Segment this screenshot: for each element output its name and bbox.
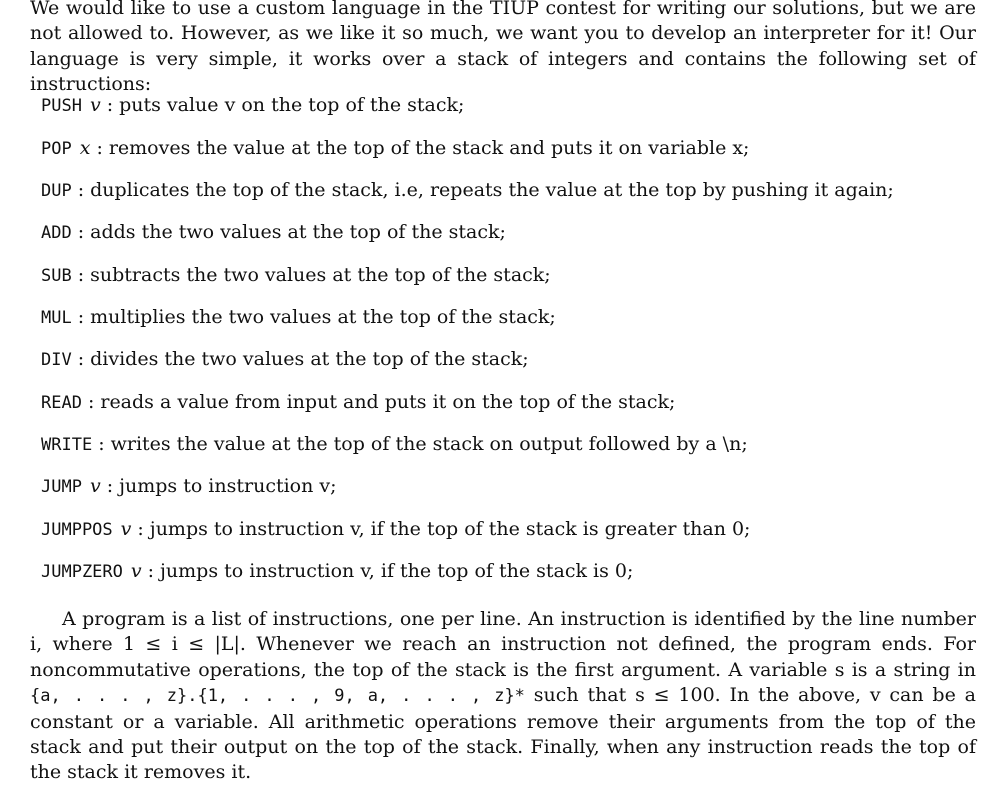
instruction-item (41, 517, 750, 541)
instruction-keyword: JUMPZERO (41, 562, 123, 582)
instruction-keyword: ADD (41, 223, 72, 243)
instruction-keyword: WRITE (41, 435, 93, 455)
instruction-keyword: DUP (41, 181, 72, 201)
instruction-separator: : (106, 94, 114, 116)
instruction-separator: : (106, 475, 114, 497)
instruction-item (41, 559, 633, 583)
instruction-arg: x (79, 137, 91, 159)
instruction-arg: v (89, 475, 101, 497)
instruction-desc: multiplies the two values at the top of the stack; (90, 306, 556, 328)
instruction-keyword: POP (41, 139, 72, 159)
instruction-desc: jumps to instruction v; (119, 475, 337, 497)
instruction-desc: jumps to instruction v, if the top of the stack is 0; (160, 560, 634, 582)
outro-paragraph (30, 607, 976, 786)
instruction-item (41, 93, 464, 117)
variable-charset: {a, . . . , z}.{1, . . . , 9, a, . . . , z}* (30, 686, 525, 707)
instruction-separator: : (77, 348, 85, 370)
instruction-separator: : (96, 137, 103, 159)
instruction-arg: v (120, 518, 132, 540)
instruction-separator: : (77, 264, 85, 286)
instruction-separator: : (147, 560, 155, 582)
instruction-arg: v (89, 94, 101, 116)
instruction-item (41, 178, 894, 202)
instruction-item (41, 474, 337, 498)
intro-paragraph: We would like to use a custom language in the TIUP contest for writing our solutions, but we are not allowed to. However, as we like it so much, we want you to develop an interpreter for it! Our language is very simple, it works over a stack of integers and contains the following set of instructions: (30, 0, 976, 96)
instruction-desc: adds the two values at the top of the stack; (90, 221, 506, 243)
instruction-desc: puts value v on the top of the stack; (119, 94, 465, 116)
instruction-desc: duplicates the top of the stack, i.e, repeats the value at the top by pushing it again; (90, 179, 894, 201)
instruction-item (41, 305, 556, 329)
instruction-separator: : (87, 391, 95, 413)
instruction-desc: writes the value at the top of the stack on output followed by a \n; (110, 433, 748, 455)
instruction-keyword: MUL (41, 308, 72, 328)
outro-text-2: such that s ≤ 100. In the above, v can be a constant or a variable. All arithmetic operations remove their arguments from the top of the stack and put their output on the top of the stack. Finally, when any instruction reads the top of the stack it removes it. (30, 684, 976, 784)
instruction-keyword: JUMPPOS (41, 520, 113, 540)
instruction-arg: v (130, 560, 142, 582)
instruction-separator: : (77, 221, 85, 243)
instruction-desc: subtracts the two values at the top of the stack; (90, 264, 551, 286)
instruction-keyword: READ (41, 393, 82, 413)
instruction-desc: divides the two values at the top of the stack; (90, 348, 529, 370)
instruction-desc: jumps to instruction v, if the top of the stack is greater than 0; (149, 518, 751, 540)
instruction-keyword: JUMP (41, 477, 82, 497)
instruction-separator: : (77, 306, 85, 328)
instruction-separator: : (98, 433, 105, 455)
instruction-item (41, 263, 551, 287)
instruction-keyword: SUB (41, 266, 72, 286)
instruction-item (41, 136, 749, 160)
instruction-separator: : (77, 179, 85, 201)
instruction-item (41, 390, 675, 414)
instruction-item (41, 432, 748, 456)
instruction-item (41, 347, 529, 371)
instruction-desc: reads a value from input and puts it on the top of the stack; (100, 391, 676, 413)
instruction-separator: : (137, 518, 144, 540)
instruction-desc: removes the value at the top of the stack and puts it on variable x; (108, 137, 750, 159)
instruction-keyword: DIV (41, 350, 72, 370)
outro-text-1: A program is a list of instructions, one per line. An instruction is identified by the line number i, where 1 ≤ i ≤ |L|. Whenever we reach an instruction not defined, the program ends. For noncommutative operations, the top of the stack is the first argument. A variable s is a string in (30, 608, 976, 681)
instruction-item (41, 220, 506, 244)
instruction-keyword: PUSH (41, 96, 82, 116)
